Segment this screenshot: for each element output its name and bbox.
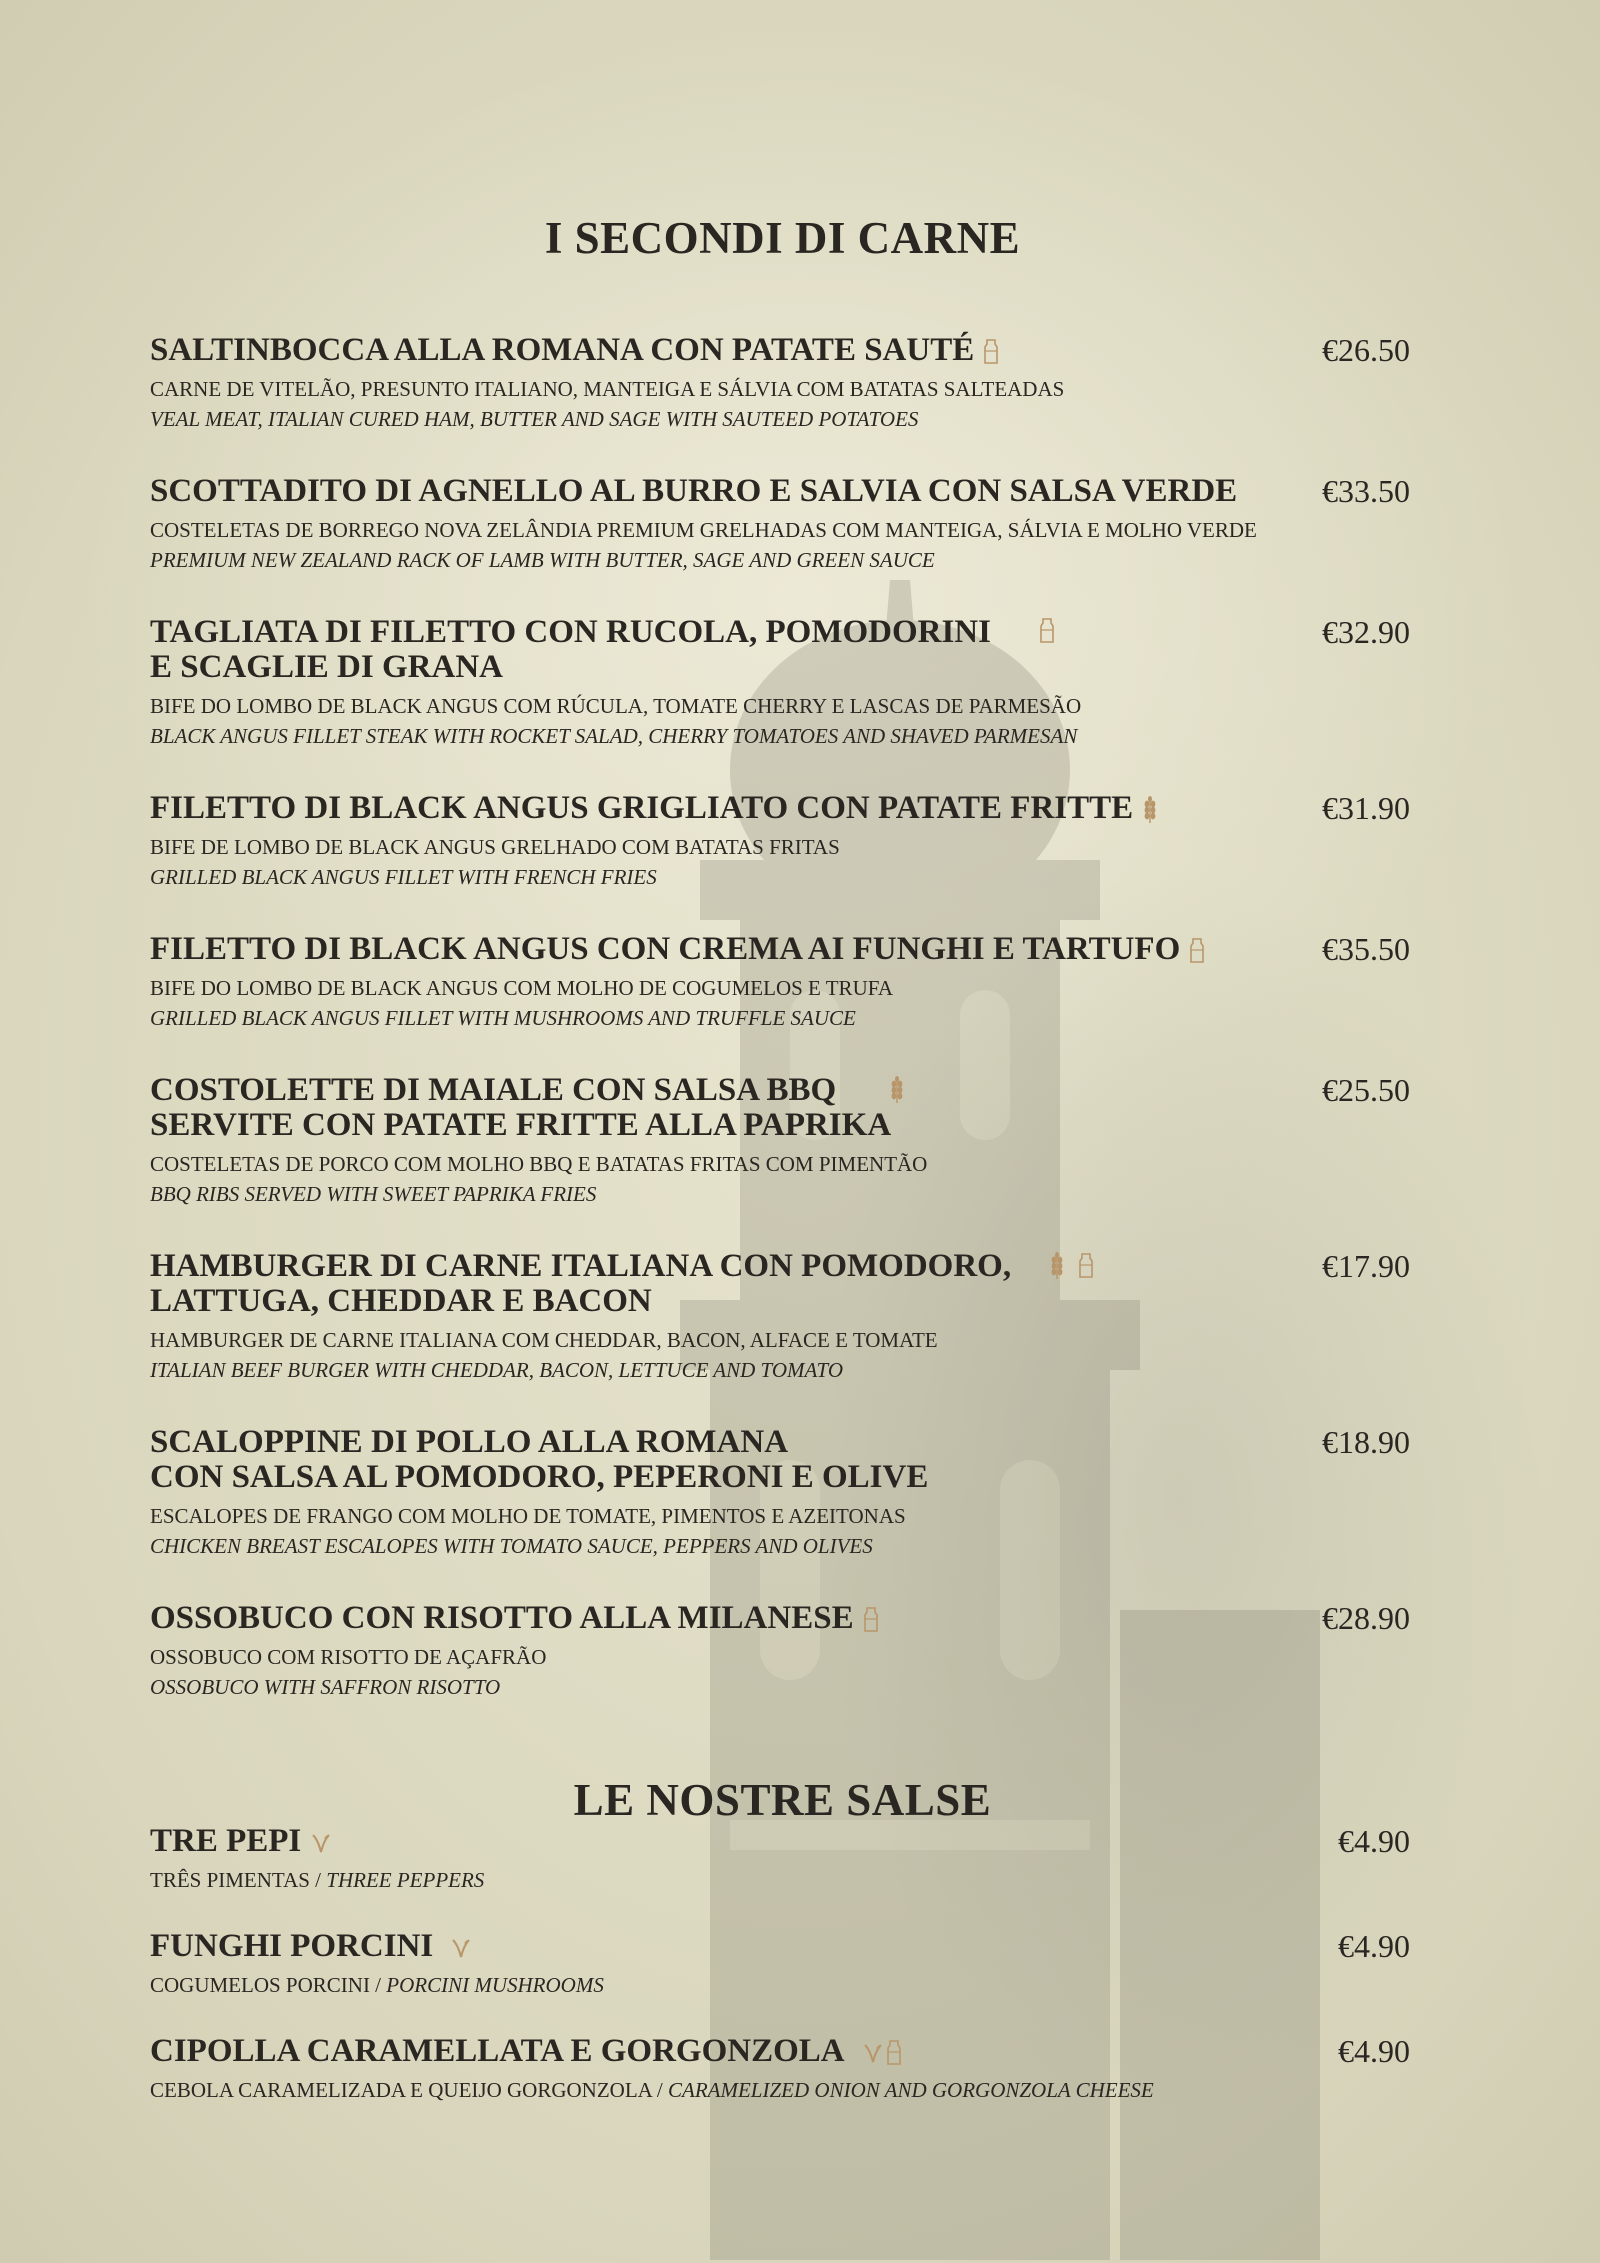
milk-icon <box>1190 938 1204 964</box>
item-price: €26.50 <box>1322 332 1410 368</box>
menu-item <box>150 1425 1410 1561</box>
item-description-en: PREMIUM NEW ZEALAND RACK OF LAMB WITH BUTTER, SAGE AND GREEN SAUCE <box>150 548 935 572</box>
item-description-en: ITALIAN BEEF BURGER WITH CHEDDAR, BACON, LETTUCE AND TOMATO <box>150 1358 844 1382</box>
item-price: €4.90 <box>1338 1928 1410 1964</box>
item-price: €18.90 <box>1322 1424 1410 1460</box>
item-name: SALTINBOCCA ALLA ROMANA CON PATATE SAUTÉ <box>150 333 1280 368</box>
milk-icon <box>1040 618 1054 644</box>
item-description-pt: COSTELETAS DE PORCO COM MOLHO BBQ E BATATAS FRITAS COM PIMENTÃO <box>150 1152 928 1176</box>
sauce-description: TRÊS PIMENTAS / THREE PEPPERS <box>150 1868 485 1892</box>
item-description-pt: BIFE DE LOMBO DE BLACK ANGUS GRELHADO COM BATATAS FRITAS <box>150 835 840 859</box>
menu-item <box>150 1601 1410 1702</box>
item-name: HAMBURGER DI CARNE ITALIANA CON POMODORO, LATTUGA, CHEDDAR E BACON <box>150 1248 1012 1319</box>
sauce-description: COGUMELOS PORCINI / PORCINI MUSHROOMS <box>150 1973 604 1997</box>
item-price: €31.90 <box>1322 790 1410 826</box>
item-name: TAGLIATA DI FILETTO CON RUCOLA, POMODORINI E SCAGLIE DI GRANA <box>150 614 991 685</box>
vegetarian-icon <box>311 1832 331 1854</box>
menu-item <box>150 1249 1410 1385</box>
item-description-pt: BIFE DO LOMBO DE BLACK ANGUS COM RÚCULA, TOMATE CHERRY E LASCAS DE PARMESÃO <box>150 694 1082 718</box>
item-description-en: GRILLED BLACK ANGUS FILLET WITH MUSHROOMS AND TRUFFLE SAUCE <box>150 1006 856 1030</box>
item-price: €4.90 <box>1338 2033 1410 2069</box>
item-description-en: CHICKEN BREAST ESCALOPES WITH TOMATO SAUCE, PEPPERS AND OLIVES <box>150 1534 873 1558</box>
meat-section-title: I SECONDI DI CARNE <box>544 213 1021 263</box>
sauce-section-title: LE NOSTRE SALSE <box>573 1775 992 1825</box>
item-description-en: VEAL MEAT, ITALIAN CURED HAM, BUTTER AND SAGE WITH SAUTEED POTATOES <box>150 407 919 431</box>
item-price: €28.90 <box>1322 1600 1410 1636</box>
gluten-icon <box>1050 1252 1064 1280</box>
gluten-icon <box>1143 796 1157 824</box>
gluten-icon <box>890 1076 904 1104</box>
item-name: SCALOPPINE DI POLLO ALLA ROMANA CON SALSA AL POMODORO, PEPERONI E OLIVE <box>150 1424 929 1495</box>
item-description-en: BBQ RIBS SERVED WITH SWEET PAPRIKA FRIES <box>150 1182 597 1206</box>
vegetarian-icon <box>863 2042 883 2064</box>
menu-item <box>150 791 1410 892</box>
item-description-en: GRILLED BLACK ANGUS FILLET WITH FRENCH FRIES <box>150 865 657 889</box>
item-description-en: BLACK ANGUS FILLET STEAK WITH ROCKET SALAD, CHERRY TOMATOES AND SHAVED PARMESAN <box>150 724 1078 748</box>
item-price: €33.50 <box>1322 473 1410 509</box>
menu-item <box>150 1073 1410 1209</box>
milk-icon <box>887 2040 901 2066</box>
item-name: CIPOLLA CARAMELLATA E GORGONZOLA <box>150 2034 1280 2069</box>
menu-item <box>150 615 1410 751</box>
sauce-item <box>150 2034 1410 2105</box>
sauce-description: CEBOLA CARAMELIZADA E QUEIJO GORGONZOLA / CARAMELIZED ONION AND GORGONZOLA CHEESE <box>150 2078 1154 2102</box>
item-price: €17.90 <box>1322 1248 1410 1284</box>
item-price: €35.50 <box>1322 931 1410 967</box>
item-description-pt: CARNE DE VITELÃO, PRESUNTO ITALIANO, MANTEIGA E SÁLVIA COM BATATAS SALTEADAS <box>150 377 1065 401</box>
item-name: FUNGHI PORCINI <box>150 1929 1280 1964</box>
item-name: OSSOBUCO CON RISOTTO ALLA MILANESE <box>150 1601 1280 1636</box>
item-description-pt: OSSOBUCO COM RISOTTO DE AÇAFRÃO <box>150 1645 547 1669</box>
item-description-pt: COSTELETAS DE BORREGO NOVA ZELÂNDIA PREMIUM GRELHADAS COM MANTEIGA, SÁLVIA E MOLHO VERDE <box>150 518 1257 542</box>
allergen-icons <box>1050 1252 1093 1280</box>
menu-item <box>150 932 1410 1033</box>
milk-icon <box>1079 1253 1093 1279</box>
item-description-pt: ESCALOPES DE FRANGO COM MOLHO DE TOMATE, PIMENTOS E AZEITONAS <box>150 1504 906 1528</box>
milk-icon <box>984 339 998 365</box>
menu-item <box>150 333 1410 434</box>
item-description-pt: BIFE DO LOMBO DE BLACK ANGUS COM MOLHO DE COGUMELOS E TRUFA <box>150 976 894 1000</box>
item-name: FILETTO DI BLACK ANGUS CON CREMA AI FUNGHI E TARTUFO <box>150 932 1280 967</box>
vegetarian-icon <box>451 1937 471 1959</box>
item-description-en: OSSOBUCO WITH SAFFRON RISOTTO <box>150 1675 501 1699</box>
sauce-item <box>150 1929 1410 2000</box>
item-description-pt: HAMBURGER DE CARNE ITALIANA COM CHEDDAR, BACON, ALFACE E TOMATE <box>150 1328 938 1352</box>
item-name: SCOTTADITO DI AGNELLO AL BURRO E SALVIA CON SALSA VERDE <box>150 473 1238 509</box>
item-name: TRE PEPI <box>150 1824 1280 1859</box>
menu-item <box>150 474 1410 575</box>
item-price: €32.90 <box>1322 614 1410 650</box>
item-price: €25.50 <box>1322 1072 1410 1108</box>
milk-icon <box>864 1607 878 1633</box>
item-name: FILETTO DI BLACK ANGUS GRIGLIATO CON PATATE FRITTE <box>150 791 1280 826</box>
item-name: COSTOLETTE DI MAIALE CON SALSA BBQ SERVITE CON PATATE FRITTE ALLA PAPRIKA <box>150 1072 892 1143</box>
item-price: €4.90 <box>1338 1823 1410 1859</box>
sauce-item <box>150 1824 1410 1895</box>
